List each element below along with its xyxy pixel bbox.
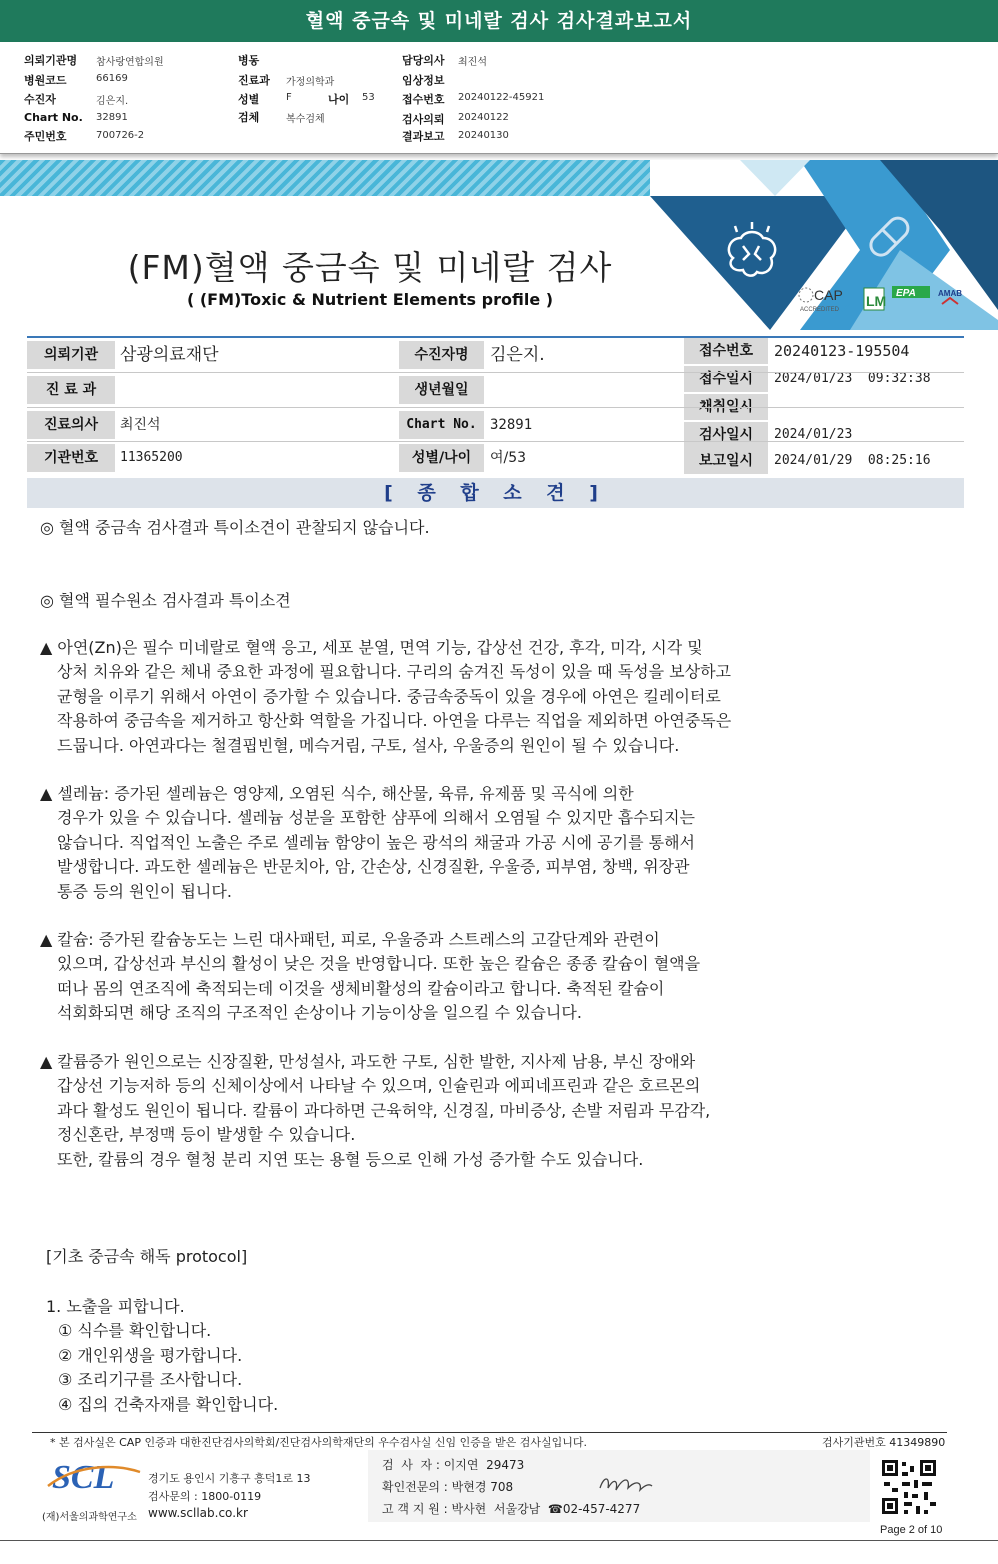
potassium-finding (40, 1050, 710, 1172)
svg-text:EPA: EPA (896, 288, 916, 299)
info-patient-label: 수진자명 (399, 341, 484, 369)
info-doctor-value: 최진석 (120, 417, 161, 433)
summary-heading: [ 종 합 소 견 ] (27, 478, 964, 508)
req-specimen-label: 검체 (238, 111, 260, 124)
tester-info: 검 사 자 : 이지연 29473 (382, 1458, 525, 1472)
calcium-line: ▲ 칼슘: 증가된 칼슘농도는 느린 대사패턴, 피로, 우울증과 스트레스의 고갈단계와 관련이 (40, 930, 660, 949)
page-subtitle: ( (FM)Toxic & Nutrient Elements profile ) (186, 290, 554, 309)
calcium-line: 석회화되면 해당 조직의 구조적인 손상이나 기능이상을 일으킬 수 있습니다. (57, 1003, 582, 1023)
potassium-line: 과다 활성도 원인이 됩니다. 칼륨이 과다하면 근육허약, 신경질, 마비증상, 손발 저림과 무감각, (57, 1100, 711, 1120)
footer-divider (32, 1432, 947, 1433)
info-accdt-label: 접수일시 (684, 366, 768, 392)
heavy-metal-finding: ◎ 혈액 중금속 검사결과 특이소견이 관찰되지 않습니다. (40, 518, 430, 537)
req-patient-label: 수진자 (24, 93, 56, 106)
info-sexage-value: 여/53 (490, 450, 527, 466)
info-dept-label: 진 료 과 (27, 376, 115, 404)
protocol-step: 1. 노출을 피합니다. (46, 1297, 185, 1316)
protocol-item: ① 식수를 확인합니다. (58, 1321, 212, 1340)
info-row-divider (27, 372, 964, 373)
svg-text:AMAB: AMAB (938, 289, 962, 298)
info-org-label: 의뢰기관 (27, 341, 115, 369)
qr-code-icon (880, 1458, 938, 1516)
info-test-label: 검사일시 (684, 422, 768, 448)
selenium-line: ▲ 셀레늄: 증가된 셀레늄은 영양제, 오염된 식수, 해산물, 육류, 유제품 및 곡식에 의한 (40, 784, 634, 803)
req-requested-value: 20240122 (458, 112, 509, 123)
scl-logo (52, 1458, 134, 1508)
info-chart-value: 32891 (490, 417, 533, 433)
info-acc-value: 20240123-195504 (774, 342, 910, 360)
page-bottom-rule (0, 1540, 998, 1541)
req-specimen-value: 복수검체 (286, 114, 325, 125)
lab-address: 경기도 용인시 기흥구 흥덕1로 13 (148, 1472, 311, 1485)
epa-certification-logo (892, 286, 930, 299)
logo-swoosh-icon (46, 1464, 142, 1490)
info-patient-value: 김은지. (490, 345, 545, 365)
req-dept-label: 진료과 (238, 74, 270, 87)
req-dept-value: 가정의학과 (286, 77, 335, 88)
info-accdt-value: 2024/01/23 09:32:38 (774, 371, 931, 386)
potassium-line: 또한, 칼륨의 경우 혈청 분리 지연 또는 용혈 등으로 인해 가성 증가할 수도 있습니다. (57, 1149, 644, 1169)
zinc-line: 드뭅니다. 아연과다는 철결핍빈혈, 메슥거림, 구토, 설사, 우울증의 원인이 될 수 있습니다. (57, 735, 680, 755)
certification-note: * 본 검사실은 CAP 인증과 대한진단검사의학회/진단검사의학재단의 우수검사실 신임 인증을 받은 검사실입니다. (50, 1436, 588, 1449)
req-sex-label: 성별 (238, 93, 260, 106)
protocol-item: ② 개인위생을 평가합니다. (58, 1346, 243, 1365)
selenium-line: 발생합니다. 과도한 셀레늄은 반문치아, 암, 간손상, 신경질환, 우울증, 피부염, 창백, 위장관 (57, 857, 690, 877)
selenium-finding (40, 782, 695, 904)
req-doctor-label: 담당의사 (402, 54, 445, 67)
req-reported-value: 20240130 (458, 130, 509, 141)
info-report-label: 보고일시 (684, 448, 768, 474)
calcium-finding (40, 928, 700, 1026)
zinc-line: 균형을 이루기 위해서 아연이 증가할 수 있습니다. 중금속중독이 있을 경우에 아연은 킬레이터로 (57, 686, 721, 706)
zinc-line: ▲ 아연(Zn)은 필수 미네랄로 혈액 응고, 세포 분열, 면역 기능, 갑상선 건강, 후각, 미각, 시각 및 (40, 638, 703, 657)
info-inst-label: 기관번호 (27, 444, 115, 472)
req-age-value: 53 (362, 92, 375, 103)
lab-name: (재)서울의과학연구소 (42, 1512, 137, 1523)
req-chart-label: Chart No. (24, 111, 83, 124)
request-info-panel (0, 42, 998, 154)
req-ward-label: 병동 (238, 54, 260, 67)
req-clinical-label: 임상정보 (402, 74, 445, 87)
info-inst-value: 11365200 (120, 450, 183, 465)
svg-text:LM: LM (866, 293, 887, 309)
report-banner-title: 혈액 중금속 및 미네랄 검사 검사결과보고서 (305, 10, 693, 32)
info-test-value: 2024/01/23 (774, 427, 853, 442)
info-chart-label: Chart No. (399, 411, 484, 439)
protocol-title: [기초 중금속 해독 protocol] (46, 1247, 248, 1266)
req-org-label: 의뢰기관명 (24, 54, 78, 67)
selenium-line: 않습니다. 직업적인 노출은 주로 셀레늄 함양이 높은 광석의 채굴과 가공 시에 공기를 통해서 (57, 832, 695, 852)
info-collect-label: 채취일시 (684, 394, 768, 420)
lab-website[interactable]: www.scllab.co.kr (148, 1506, 248, 1520)
signature-image (596, 1470, 656, 1498)
req-code-value: 66169 (96, 73, 128, 84)
calcium-line: 떠나 몸의 연조직에 축적되는데 이것을 생체비활성의 칼슘이라고 합니다. 축적된 칼슘이 (57, 978, 665, 998)
lm-certification-logo (864, 288, 886, 310)
info-row-divider (27, 441, 964, 442)
zinc-finding (40, 636, 731, 758)
support-info: 고 객 지 원 : 박사현 서울강남 ☎02-457-4277 (382, 1502, 641, 1516)
protocol-item: ④ 집의 건축자재를 확인합니다. (58, 1395, 279, 1414)
page-number: Page 2 of 10 (880, 1524, 943, 1536)
info-org-value: 삼광의료재단 (120, 345, 219, 365)
req-id-label: 주민번호 (24, 130, 67, 143)
potassium-line: 갑상선 기능저하 등의 신체이상에서 나타날 수 있으며, 인슐린과 에피네프린과 같은 호르몬의 (57, 1076, 701, 1096)
selenium-line: 통증 등의 원인이 됩니다. (57, 881, 232, 901)
req-patient-value: 김은지. (96, 96, 129, 107)
potassium-line: 정신혼란, 부정맥 등이 발생할 수 있습니다. (57, 1125, 356, 1145)
reviewer-info: 확인전문의 : 박현경 708 (382, 1480, 514, 1494)
page-title: (FM)혈액 중금속 및 미네랄 검사 (127, 248, 613, 287)
svg-text:ACCREDITED: ACCREDITED (800, 307, 840, 313)
calcium-line: 있으며, 갑상선과 부신의 활성이 낮은 것을 반영합니다. 또한 높은 칼슘은 종종 칼슘이 혈액을 (57, 954, 701, 974)
info-doctor-label: 진료의사 (27, 411, 115, 439)
req-age-label: 나이 (328, 93, 350, 106)
essential-element-heading: ◎ 혈액 필수원소 검사결과 특이소견 (40, 591, 291, 610)
info-sexage-label: 성별/나이 (399, 444, 484, 472)
zinc-line: 작용하여 중금속을 제거하고 항산화 역할을 가집니다. 아연을 다루는 직업을 제외하면 아연중독은 (57, 711, 732, 731)
zinc-line: 상처 치유와 같은 체내 중요한 과정에 필요합니다. 구리의 숨겨진 독성이 있을 때 독성을 보상하고 (57, 662, 731, 682)
req-id-value: 700726-2 (96, 130, 145, 141)
req-accession-value: 20240122-45921 (458, 92, 545, 103)
scl-logo-text: SCL (52, 1459, 115, 1496)
info-report-value: 2024/01/29 08:25:16 (774, 453, 931, 468)
req-org-value: 참사랑연합의원 (96, 57, 164, 68)
req-sex-value: F (286, 92, 292, 103)
req-doctor-value: 최진석 (458, 57, 487, 68)
info-acc-label: 접수번호 (684, 338, 768, 364)
info-row-divider (27, 407, 964, 408)
info-birth-label: 생년월일 (399, 376, 484, 404)
lab-number: 검사기관번호 41349890 (822, 1436, 946, 1449)
req-chart-value: 32891 (96, 112, 128, 123)
lab-phone: 검사문의 : 1800-0119 (148, 1490, 262, 1503)
protocol-item: ③ 조리기구를 조사합니다. (58, 1370, 243, 1389)
selenium-line: 경우가 있을 수 있습니다. 셀레늄 성분을 포함한 샴푸에 의해서 오염될 수 있지만 흡수되지는 (57, 808, 695, 828)
svg-text:CAP: CAP (814, 287, 843, 303)
req-reported-label: 결과보고 (402, 130, 445, 143)
req-accession-label: 접수번호 (402, 93, 445, 106)
req-code-label: 병원코드 (24, 74, 67, 87)
potassium-line: ▲ 칼륨증가 원인으로는 신장질환, 만성설사, 과도한 구토, 심한 발한, 지사제 남용, 부신 장애와 (40, 1052, 696, 1071)
req-requested-label: 검사의뢰 (402, 113, 445, 126)
